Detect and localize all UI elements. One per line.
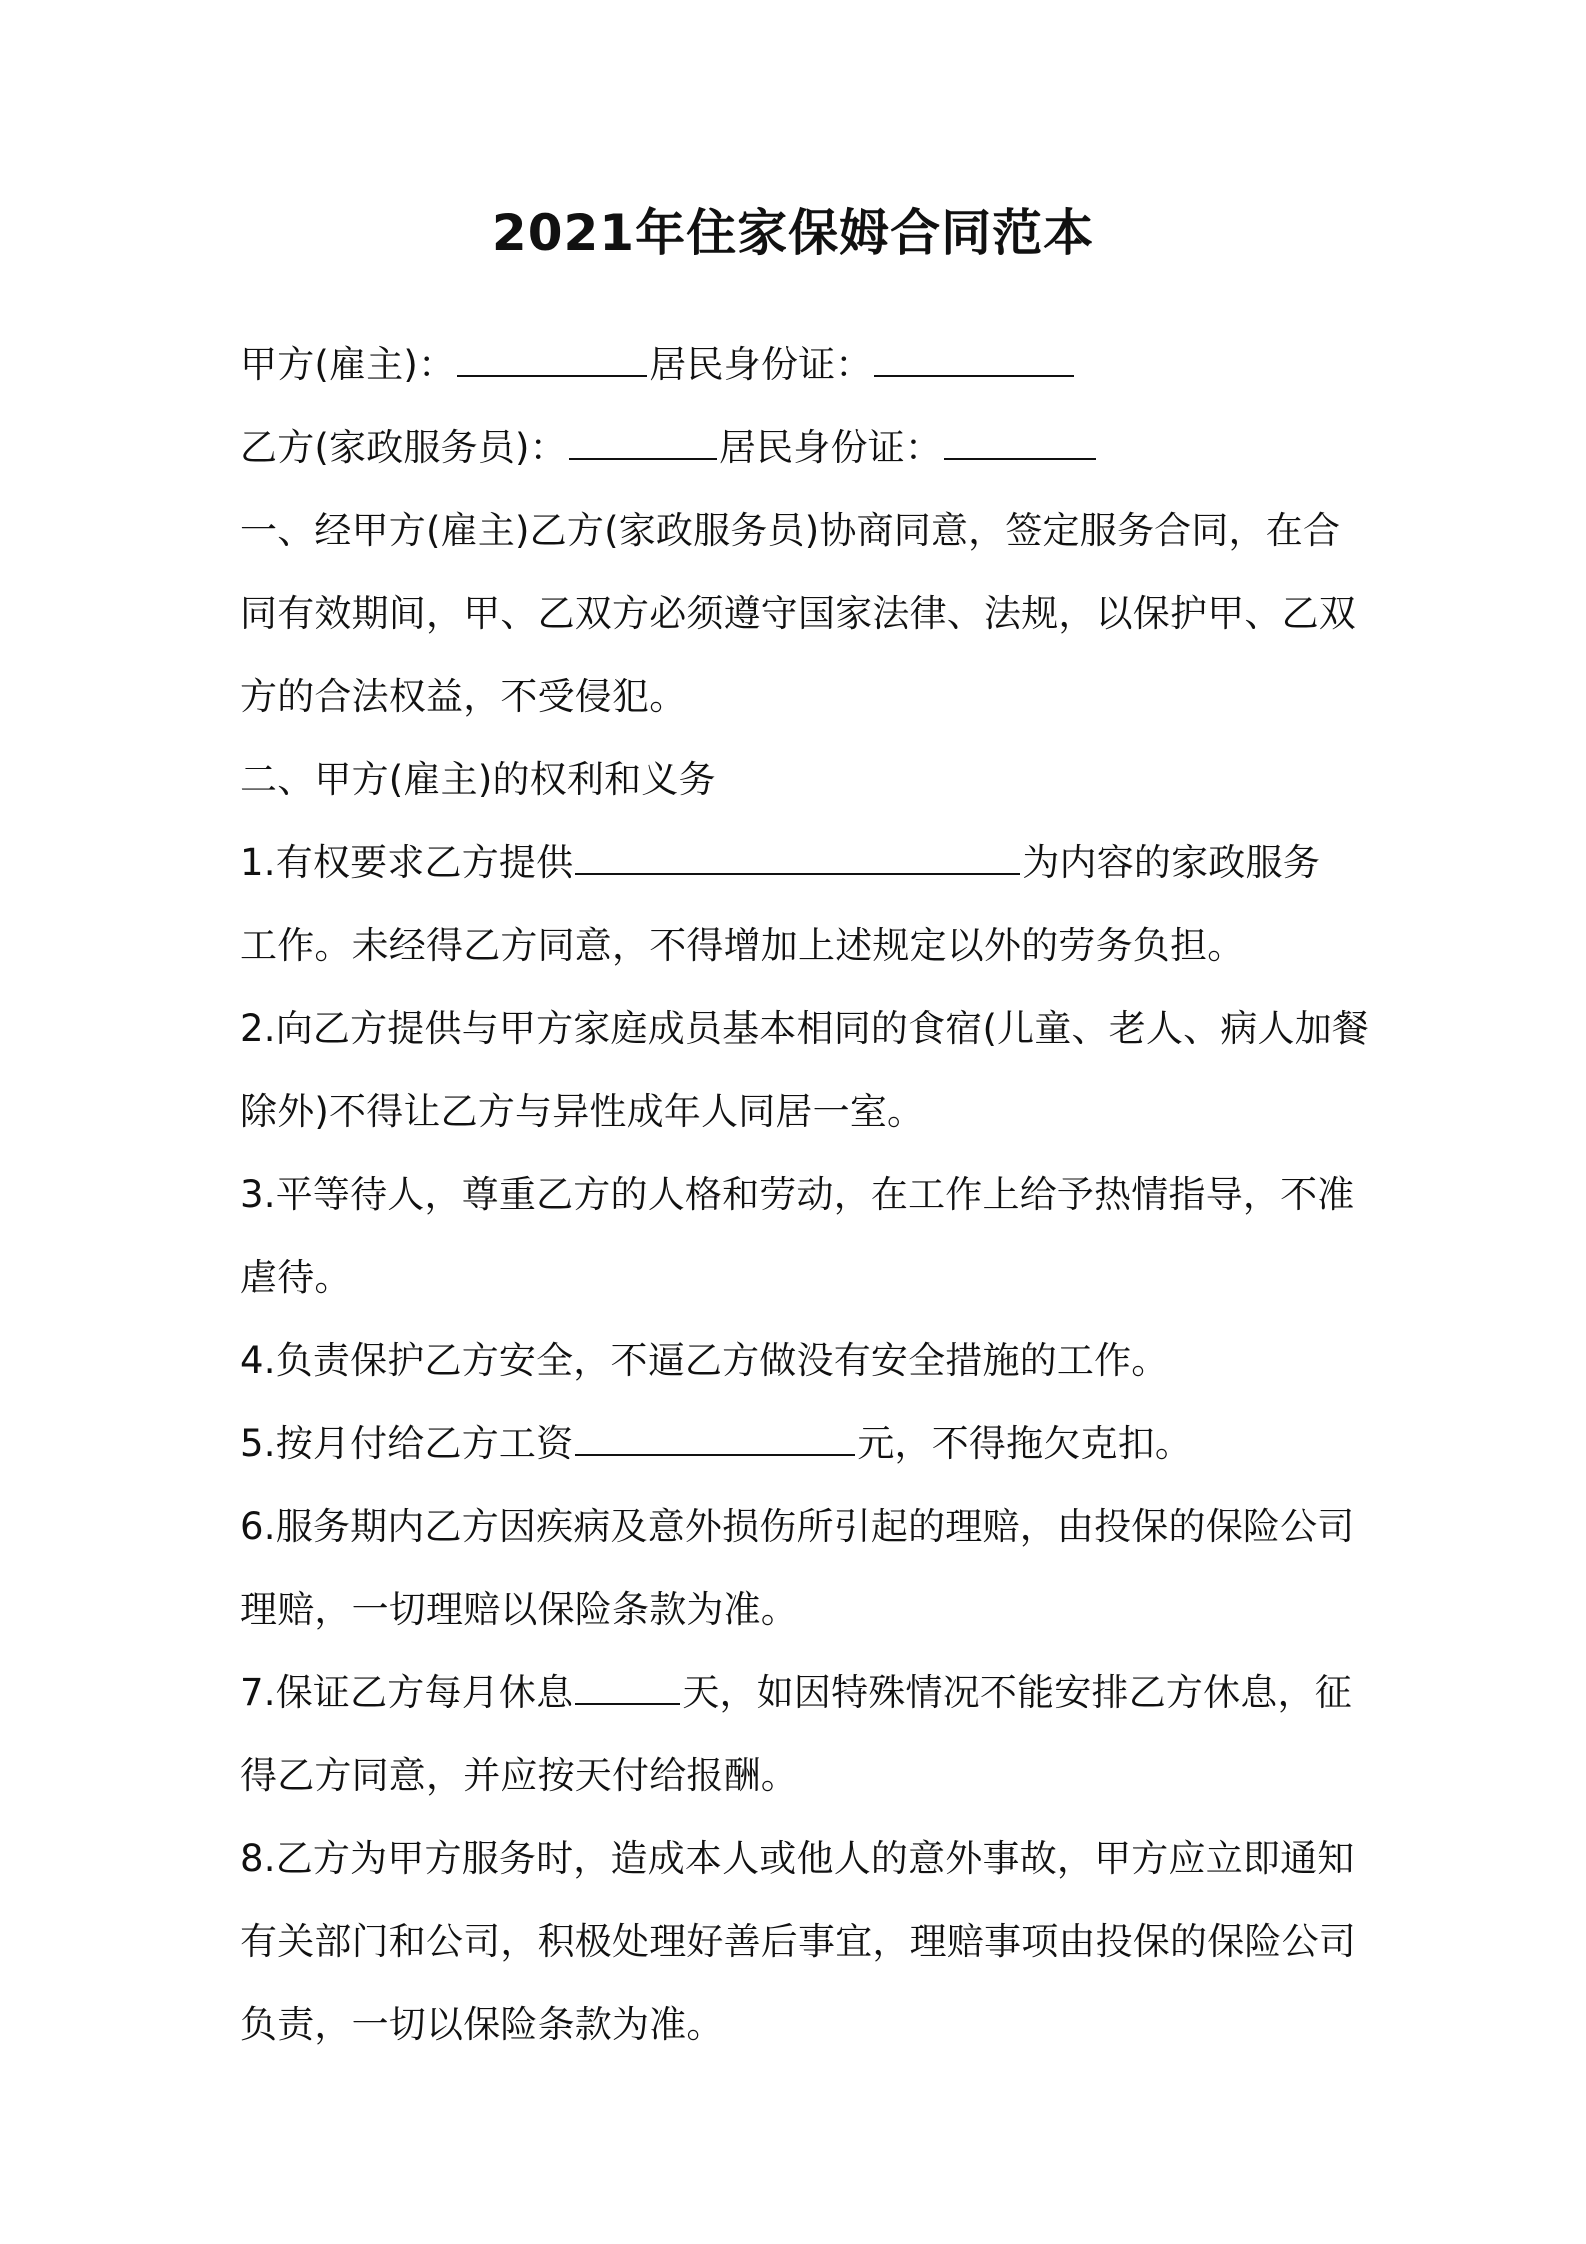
item6-line-1: 6.服务期内乙方因疾病及意外损伤所引起的理赔，由投保的保险公司 xyxy=(240,1505,1355,1548)
document-title: 2021年住家保姆合同范本 xyxy=(491,204,1095,262)
item7-text-b: 天，如因特殊情况不能安排乙方休息，征 xyxy=(682,1671,1352,1714)
item1-line-1 xyxy=(240,835,1360,891)
item8-line-3: 负责，一切以保险条款为准。 xyxy=(240,2003,724,2046)
party-b-id-blank[interactable] xyxy=(944,424,1096,460)
party-a-name-blank[interactable] xyxy=(457,341,647,377)
item5-text-b: 元，不得拖欠克扣。 xyxy=(857,1422,1193,1465)
party-a-id-label: 居民身份证： xyxy=(649,343,873,386)
party-a-line xyxy=(240,337,1360,393)
item7-text-a: 7.保证乙方每月休息 xyxy=(240,1671,574,1714)
item7-rest-days-blank[interactable] xyxy=(575,1669,680,1705)
party-b-name-blank[interactable] xyxy=(569,424,717,460)
item2-line-1: 2.向乙方提供与甲方家庭成员基本相同的食宿(儿童、老人、病人加餐 xyxy=(240,1007,1370,1050)
party-a-id-blank[interactable] xyxy=(874,341,1074,377)
section1-line-3: 方的合法权益，不受侵犯。 xyxy=(240,675,687,718)
item5-text-a: 5.按月付给乙方工资 xyxy=(240,1422,574,1465)
party-b-id-label: 居民身份证： xyxy=(718,426,943,469)
item8-line-2: 有关部门和公司，积极处理好善后事宜，理赔事项由投保的保险公司 xyxy=(240,1920,1356,1963)
item5-salary-blank[interactable] xyxy=(575,1420,855,1456)
item1-text-a: 1.有权要求乙方提供 xyxy=(240,841,574,884)
item1-text-b: 为内容的家政服务 xyxy=(1022,841,1320,884)
item8-line-1: 8.乙方为甲方服务时，造成本人或他人的意外事故，甲方应立即通知 xyxy=(240,1837,1355,1880)
item3-line-1: 3.平等待人，尊重乙方的人格和劳动，在工作上给予热情指导，不准 xyxy=(240,1173,1355,1216)
item6-line-2: 理赔，一切理赔以保险条款为准。 xyxy=(240,1588,798,1631)
item5-line xyxy=(240,1416,1360,1472)
item2-line-2: 除外)不得让乙方与异性成年人同居一室。 xyxy=(240,1090,925,1133)
party-a-label: 甲方(雇主)： xyxy=(240,343,456,386)
item3-line-2: 虐待。 xyxy=(240,1256,352,1299)
item1-service-blank[interactable] xyxy=(575,839,1020,875)
party-b-label: 乙方(家政服务员)： xyxy=(240,426,567,469)
section2-heading: 二、甲方(雇主)的权利和义务 xyxy=(240,758,716,801)
section1-line-2: 同有效期间，甲、乙双方必须遵守国家法律、法规，以保护甲、乙双 xyxy=(240,592,1356,635)
section1-line-1: 一、经甲方(雇主)乙方(家政服务员)协商同意，签定服务合同，在合 xyxy=(240,509,1341,552)
party-b-line xyxy=(240,420,1360,476)
item4-line: 4.负责保护乙方安全，不逼乙方做没有安全措施的工作。 xyxy=(240,1339,1169,1382)
item1-line-2: 工作。未经得乙方同意，不得增加上述规定以外的劳务负担。 xyxy=(240,924,1245,967)
item7-line-1 xyxy=(240,1665,1360,1721)
item7-line-2: 得乙方同意，并应按天付给报酬。 xyxy=(240,1754,798,1797)
